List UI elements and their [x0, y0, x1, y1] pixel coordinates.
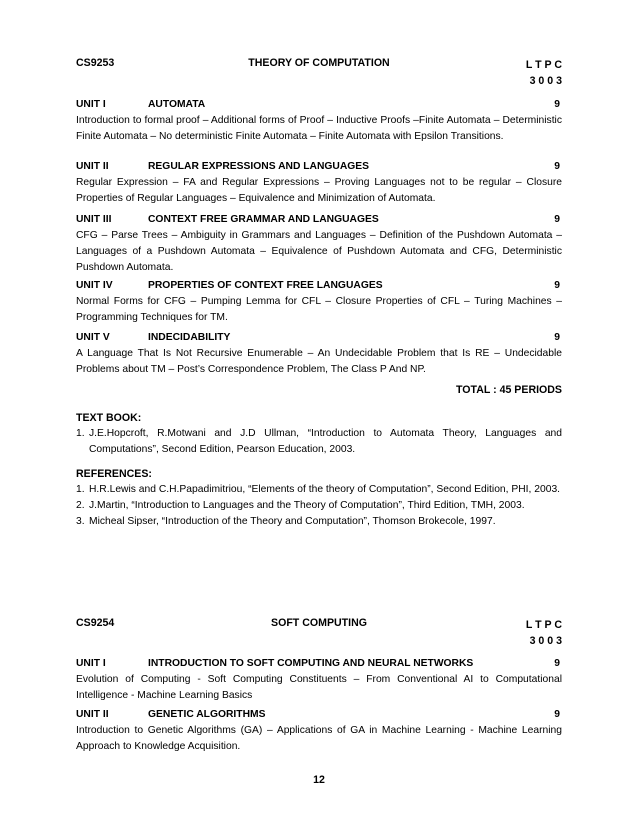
- unit-number: UNIT V: [76, 332, 110, 343]
- unit-title: AUTOMATA: [148, 99, 206, 110]
- item-text: Micheal Sipser, “Introduction of the Theory and Computation”, Thomson Brokecole, 1997.: [89, 516, 496, 527]
- unit-title: REGULAR EXPRESSIONS AND LANGUAGES: [148, 161, 370, 172]
- unit-body: Introduction to formal proof – Additional forms of Proof – Inductive Proofs –Finite Automata – Deterministic Finite Automata – No deterministic Finite Automata – Finite Automata with Epsilon Transitions.: [76, 115, 562, 142]
- unit-title: INTRODUCTION TO SOFT COMPUTING AND NEURAL NETWORKS: [148, 658, 474, 669]
- references-section: [76, 466, 562, 530]
- references-heading: REFERENCES:: [76, 468, 152, 480]
- ltpc-block: [526, 57, 562, 89]
- textbook-section: [76, 410, 562, 458]
- unit-title: CONTEXT FREE GRAMMAR AND LANGUAGES: [148, 214, 379, 225]
- unit-body: Regular Expression – FA and Regular Expressions – Proving Languages not to be regular – Closure Properties of Regular Languages – Equivalence and Minimization of Automata.: [76, 177, 562, 204]
- ltpc-values: 3 0 0 3: [529, 635, 562, 647]
- references-list: [76, 482, 562, 530]
- unit-title: INDECIDABILITY: [148, 332, 231, 343]
- unit-heading: [76, 97, 562, 113]
- unit-hours: 9: [554, 99, 560, 110]
- ltpc-label: L T P C: [525, 619, 562, 631]
- unit-hours: 9: [554, 709, 560, 720]
- unit-title: GENETIC ALGORITHMS: [148, 709, 266, 720]
- unit-block: [76, 159, 562, 207]
- course-title: SOFT COMPUTING: [271, 617, 367, 629]
- unit-body: Evolution of Computing - Soft Computing Constituents – From Conventional AI to Computational Intelligence - Machine Learning Basics: [76, 674, 562, 701]
- item-number: 1.: [76, 428, 85, 439]
- item-text: J.Martin, “Introduction to Languages and the Theory of Computation”, Third Edition, TMH, 2003.: [89, 500, 525, 511]
- page-number: 12: [313, 774, 325, 786]
- list-item: [76, 514, 562, 530]
- course-code: CS9254: [76, 617, 115, 629]
- list-item: [76, 498, 562, 514]
- course-code: CS9253: [76, 57, 115, 69]
- unit-block: [76, 707, 562, 755]
- list-item: [76, 426, 562, 458]
- ltpc-values: 3 0 0 3: [529, 75, 562, 87]
- ltpc-label: L T P C: [525, 59, 562, 71]
- unit-heading: [76, 159, 562, 175]
- unit-heading: [76, 656, 562, 672]
- unit-number: UNIT II: [76, 709, 109, 720]
- unit-body: Normal Forms for CFG – Pumping Lemma for CFL – Closure Properties of CFL – Turing Machines – Programming Techniques for TM.: [76, 296, 562, 323]
- textbook-list: [76, 426, 562, 458]
- unit-hours: 9: [554, 214, 560, 225]
- unit-number: UNIT I: [76, 658, 106, 669]
- unit-hours: 9: [554, 332, 560, 343]
- unit-body: A Language That Is Not Recursive Enumerable – An Undecidable Problem that Is RE – Undecidable Problems about TM – Post’s Correspondence Problem, The Class P And NP.: [76, 348, 562, 375]
- unit-heading: [76, 278, 562, 294]
- total-periods: TOTAL : 45 PERIODS: [456, 384, 562, 396]
- unit-number: UNIT III: [76, 214, 112, 225]
- ltpc-block: [526, 617, 562, 649]
- unit-body: CFG – Parse Trees – Ambiguity in Grammars and Languages – Definition of the Pushdown Automata – Languages of a Pushdown Automata – Equivalence of Pushdown Automata and CFG, Deterministic Pushdown Automata.: [76, 230, 562, 273]
- unit-block: [76, 97, 562, 145]
- unit-block: [76, 278, 562, 326]
- unit-body: Introduction to Genetic Algorithms (GA) – Applications of GA in Machine Learning - Machine Learning Approach to Knowledge Acquisition.: [76, 725, 562, 752]
- item-text: J.E.Hopcroft, R.Motwani and J.D Ullman, “Introduction to Automata Theory, Languages and Computations”, Second Edition, Pearson Education, 2003.: [89, 428, 562, 455]
- unit-heading: [76, 707, 562, 723]
- item-number: 2.: [76, 500, 85, 511]
- unit-block: [76, 212, 562, 276]
- unit-heading: [76, 212, 562, 228]
- unit-block: [76, 330, 562, 378]
- unit-hours: 9: [554, 161, 560, 172]
- item-number: 3.: [76, 516, 85, 527]
- unit-heading: [76, 330, 562, 346]
- list-item: [76, 482, 562, 498]
- textbook-heading: TEXT BOOK:: [76, 412, 142, 424]
- unit-number: UNIT II: [76, 161, 109, 172]
- unit-number: UNIT I: [76, 99, 106, 110]
- item-number: 1.: [76, 484, 85, 495]
- item-text: H.R.Lewis and C.H.Papadimitriou, “Elements of the theory of Computation”, Second Edition, PHI, 2003.: [89, 484, 561, 495]
- unit-hours: 9: [554, 658, 560, 669]
- unit-hours: 9: [554, 280, 560, 291]
- unit-number: UNIT IV: [76, 280, 113, 291]
- unit-block: [76, 656, 562, 704]
- unit-title: PROPERTIES OF CONTEXT FREE LANGUAGES: [148, 280, 383, 291]
- course-title: THEORY OF COMPUTATION: [248, 57, 390, 69]
